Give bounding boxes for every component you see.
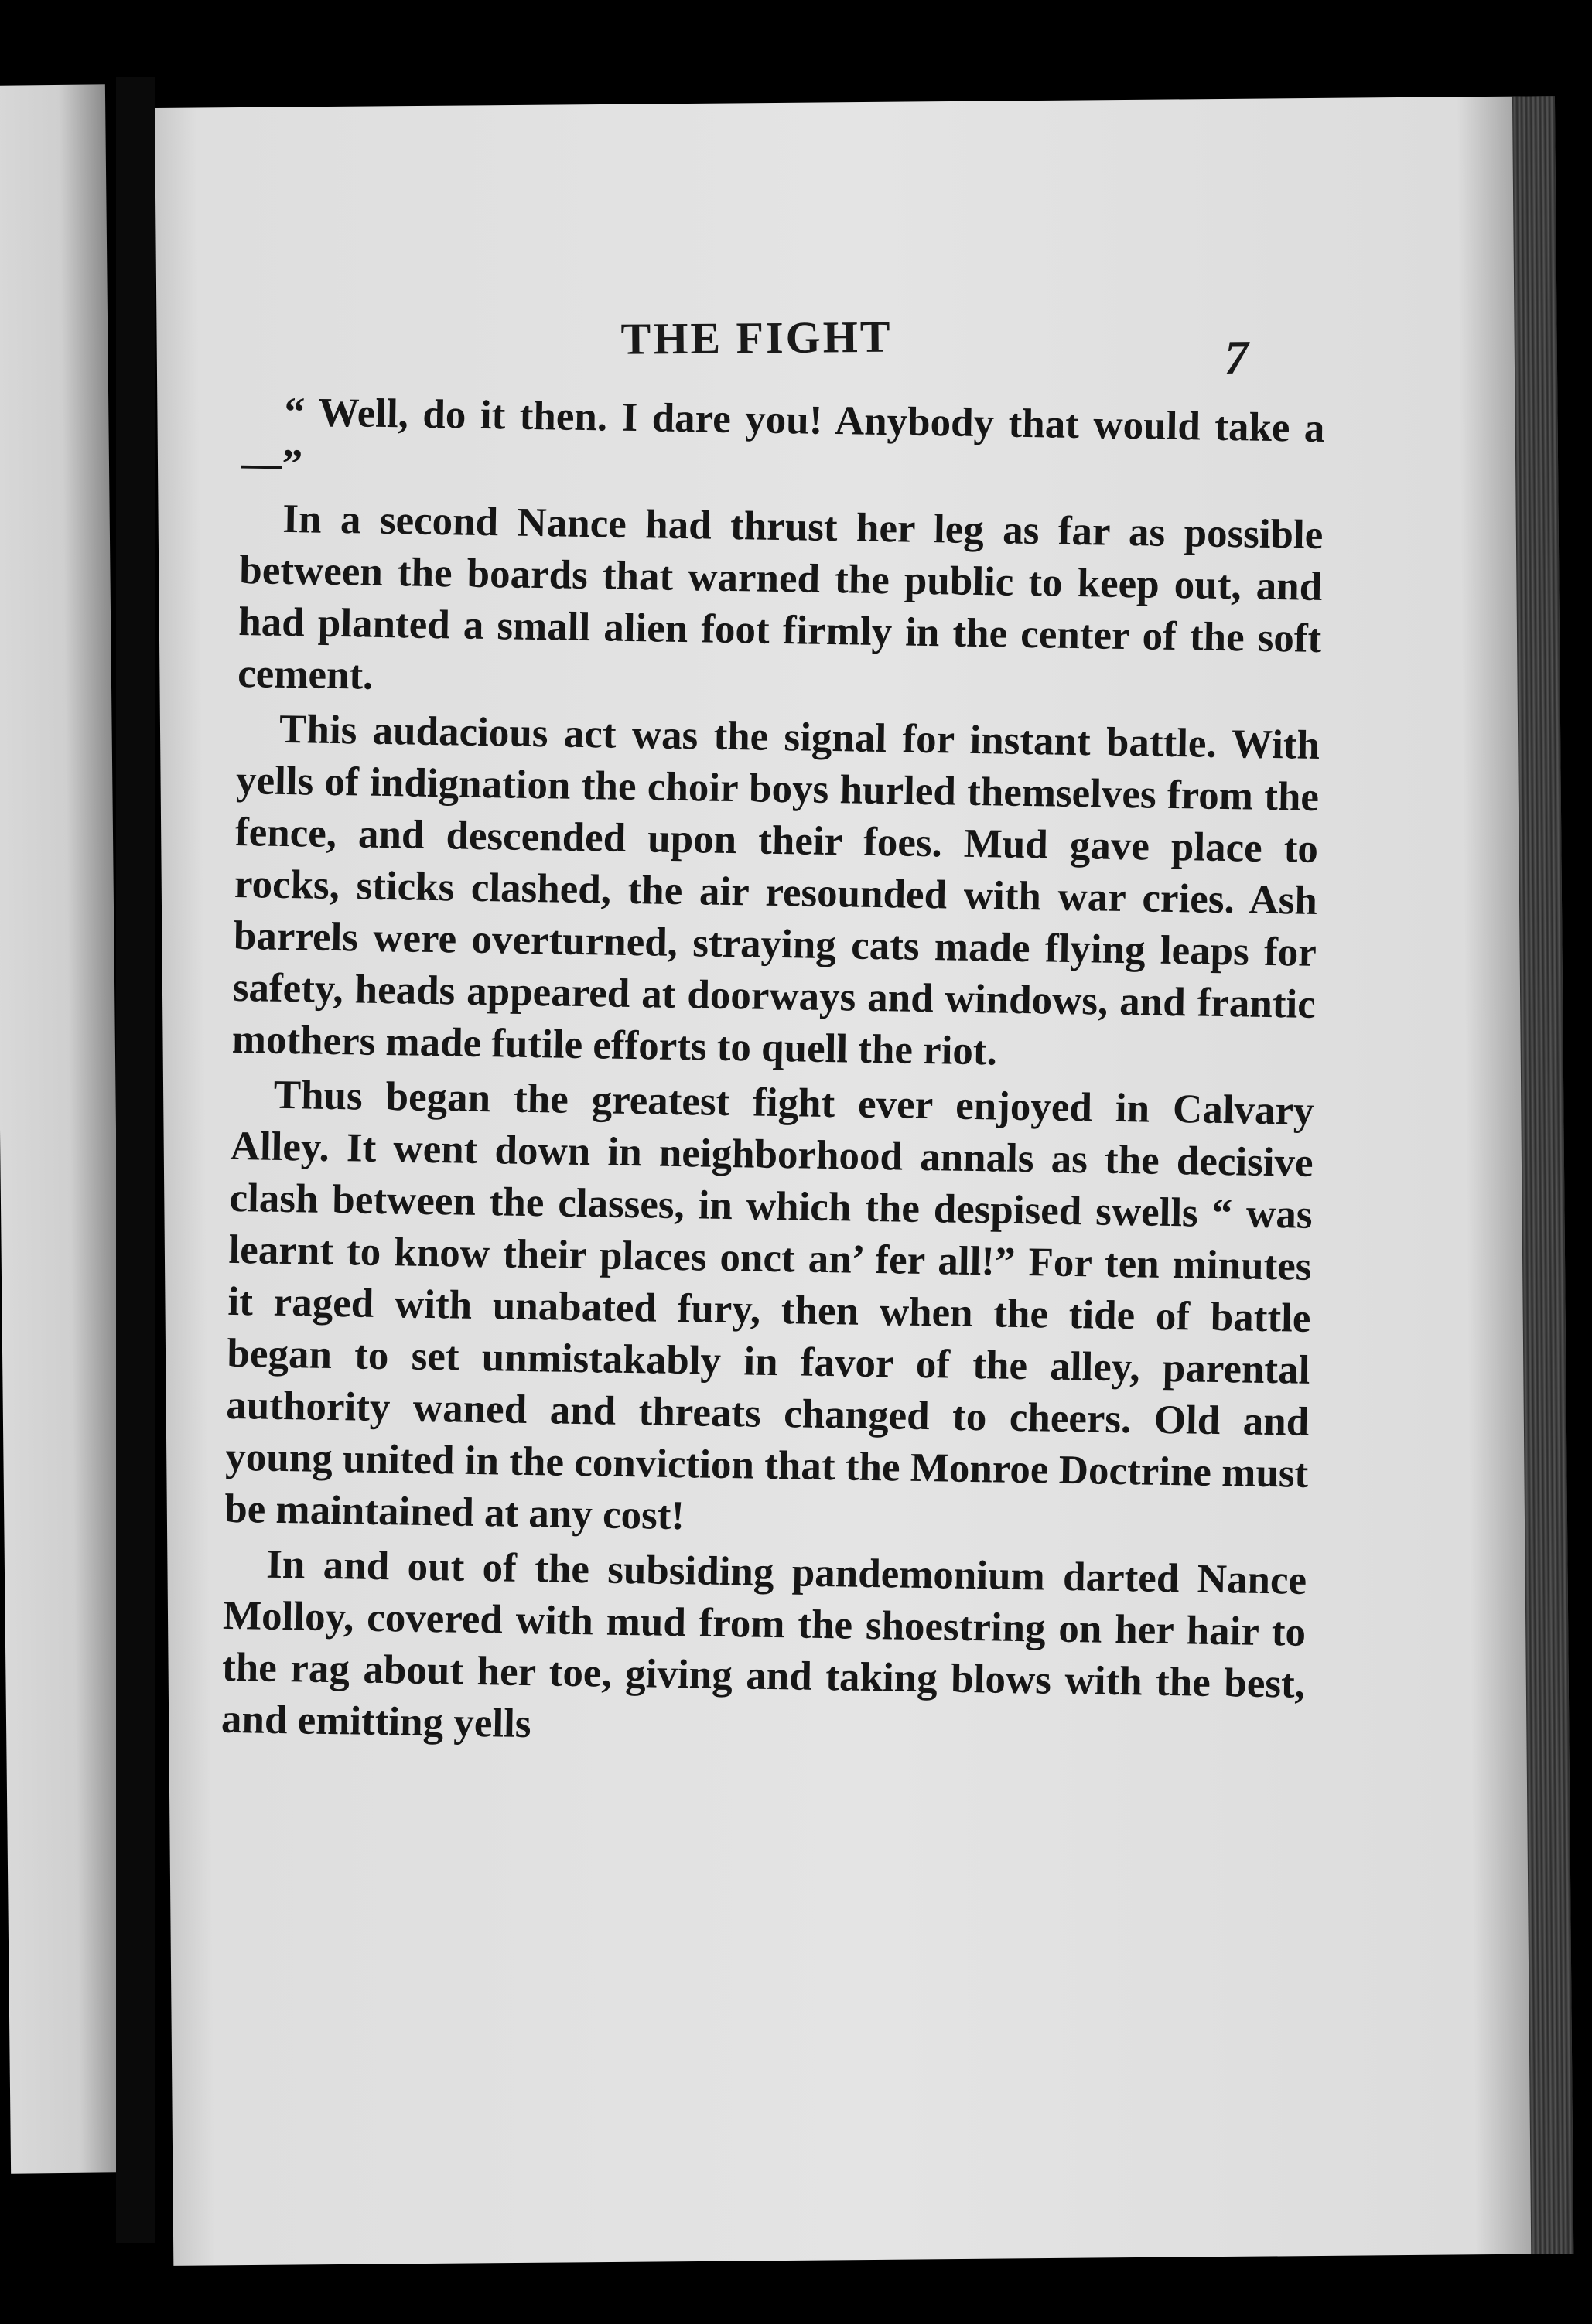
paragraph: In and out of the subsiding pandemonium darted Nance Molloy, covered with mud from the shoestring on her hair to the rag about her toe, giving and taking blows with the best, and emitting yells bbox=[220, 1541, 1307, 1747]
paragraph: Thus began the greatest fight ever enjoyed in Calvary Alley. It went down in neighborhood annals as the decisive clash between the classes, in which the despised swells “ was learnt to know their places onct an’ fer all!” For ten minutes it raged with unabated fury, then when the tide of battle began to set unmistakably in favor of the alley, parental authority waned and threats changed to cheers. Old and young united in the conviction that the Monroe Doctrine must be maintained at any cost! bbox=[224, 1072, 1315, 1539]
page-number: 7 bbox=[1224, 331, 1249, 384]
running-head: THE FIGHT bbox=[620, 311, 893, 364]
paragraph: In a second Nance had thrust her leg as far as possible between the boards that warned the public to keep out, and had planted a small alien foot firmly in the center of the soft cement. bbox=[237, 496, 1324, 698]
paragraph: “ Well, do it then. I dare you! Anybody that would take a —” bbox=[241, 389, 1325, 487]
book-page bbox=[155, 96, 1573, 2266]
paragraph: This audacious act was the signal for instant battle. With yells of indignation the choir boys hurled themselves from the fence, and descended upon their foes. Mud gave place to rocks, sticks clashed, the air resounded with war cries. Ash barrels were overturned, straying cats made flying leaps for safety, heads appeared at doorways and windows, and frantic mothers made futile efforts to quell the riot. bbox=[231, 706, 1320, 1074]
facing-page-edge bbox=[0, 84, 127, 2173]
body-text bbox=[220, 386, 1325, 1766]
page-stack-edge bbox=[1512, 96, 1573, 2254]
book-gutter bbox=[116, 77, 155, 2243]
